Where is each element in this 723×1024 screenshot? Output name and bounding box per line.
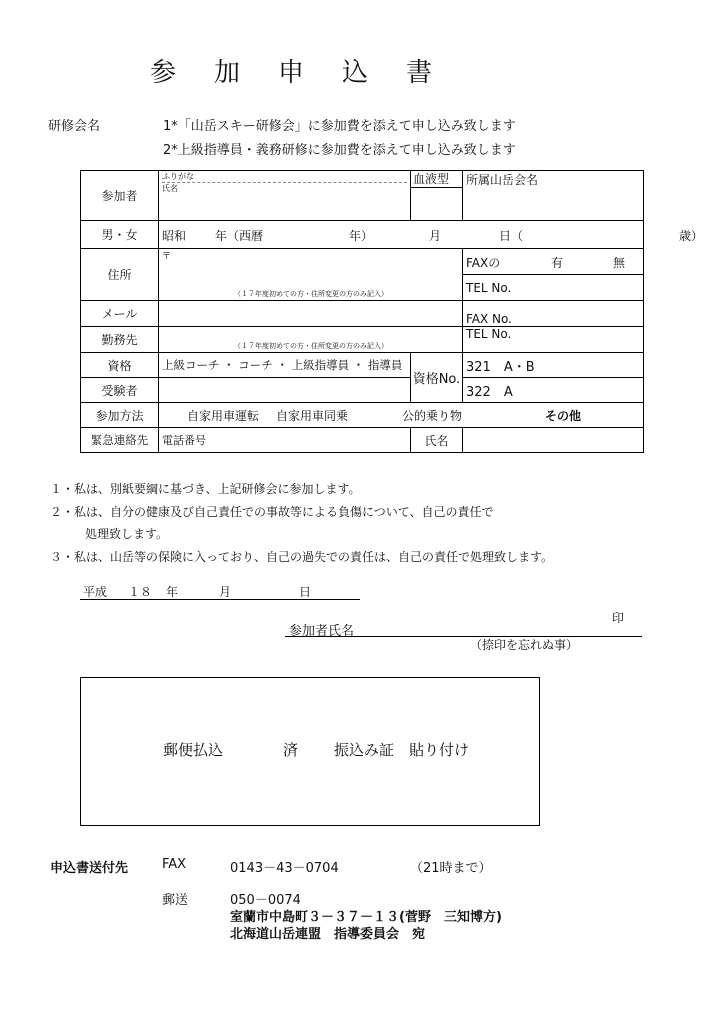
workplace-tel-label: TEL No. bbox=[466, 327, 512, 341]
birth-day-label: 日（ bbox=[499, 229, 524, 243]
name-small-label: 氏名 bbox=[162, 184, 178, 193]
furigana-label: ふりがな bbox=[162, 171, 407, 183]
method-public[interactable]: 公的乗り物 bbox=[402, 409, 463, 423]
birth-field[interactable] bbox=[159, 221, 704, 249]
course-option-2: 2*上級指導員・義務研修に参加費を添えて申し込み致します bbox=[163, 143, 516, 158]
blood-type-field[interactable] bbox=[411, 188, 462, 220]
signature-note: （捺印を忘れぬ事） bbox=[470, 638, 579, 652]
sex-label: 男・女 bbox=[81, 221, 159, 249]
postal-text-1: 郵便払込 bbox=[163, 741, 224, 759]
pledge-1: １・私は、別紙要綱に基づき、上記研修会に参加します。 bbox=[50, 482, 361, 496]
submission-label: 申込書送付先 bbox=[50, 861, 129, 876]
submission-postal-code: 050－0074 bbox=[230, 893, 301, 908]
phone-label: 電話番号 bbox=[162, 434, 206, 447]
club-label: 所属山岳会名 bbox=[466, 173, 539, 187]
emergency-name-field[interactable] bbox=[463, 428, 644, 453]
method-passenger[interactable]: 自家用車同乗 bbox=[276, 409, 349, 423]
workplace-note: （１７年度初めての方・住所変更の方のみ記入） bbox=[234, 342, 388, 350]
examinee-label: 受験者 bbox=[81, 378, 159, 403]
birth-month-label: 月 bbox=[429, 229, 442, 243]
date-year: １８ bbox=[128, 585, 153, 599]
fax-yes[interactable]: 有 bbox=[551, 256, 564, 270]
tel-label: TEL No. bbox=[466, 281, 512, 295]
pledge-2-cont: 処理致します。 bbox=[85, 527, 169, 541]
emergency-name-label: 氏名 bbox=[411, 428, 463, 453]
submission-mail-label: 郵送 bbox=[162, 893, 189, 908]
date-era: 平成 bbox=[83, 585, 108, 599]
postal-text-2: 済 bbox=[283, 741, 299, 759]
workplace-field[interactable] bbox=[159, 327, 463, 353]
date-nen: 年 bbox=[166, 585, 179, 599]
emergency-phone-field[interactable] bbox=[159, 428, 411, 453]
submission-address: 室蘭市中島町３－３７－１３(菅野 三知博方) bbox=[230, 910, 502, 925]
birth-year2-label: 年） bbox=[349, 229, 374, 243]
birth-year-label: 年（西暦 bbox=[215, 229, 264, 243]
fax-availability[interactable] bbox=[463, 249, 643, 275]
date-month: 月 bbox=[219, 585, 232, 599]
email-label: メール bbox=[81, 301, 159, 327]
submission-recipient: 北海道山岳連盟 指導委員会 宛 bbox=[230, 927, 426, 942]
fax-no[interactable]: 無 bbox=[613, 256, 626, 270]
signature-seal: 印 bbox=[612, 611, 625, 625]
tel-field[interactable] bbox=[463, 275, 643, 299]
qualification-label: 資格 bbox=[81, 353, 159, 378]
signature-underline bbox=[285, 636, 642, 637]
submission-fax-label: FAX bbox=[162, 857, 187, 872]
method-self-drive[interactable]: 自家用車運転 bbox=[187, 409, 260, 423]
postal-text-3: 振込み証 貼り付け bbox=[334, 741, 470, 759]
workplace-label: 勤務先 bbox=[81, 327, 159, 353]
address-field[interactable] bbox=[159, 249, 463, 301]
date-underline bbox=[80, 599, 360, 600]
qualification-322[interactable]: 322 A bbox=[463, 378, 644, 403]
emergency-label: 緊急連絡先 bbox=[81, 428, 159, 453]
method-label: 参加方法 bbox=[81, 403, 159, 428]
workplace-tel-field[interactable] bbox=[463, 327, 644, 353]
club-field[interactable] bbox=[463, 171, 644, 221]
method-other[interactable]: その他 bbox=[545, 409, 582, 423]
name-field[interactable] bbox=[159, 171, 411, 221]
qualification-number-label: 資格No. bbox=[411, 353, 463, 403]
blood-type-label: 血液型 bbox=[411, 171, 462, 188]
submission-fax-number: 0143－43－0704 bbox=[230, 861, 339, 876]
method-options[interactable] bbox=[159, 403, 644, 428]
fax-number-field[interactable] bbox=[463, 301, 644, 327]
pledge-2: ２・私は、自分の健康及び自己責任での事故等による負傷について、自己の責任で bbox=[50, 505, 494, 519]
examinee-field[interactable] bbox=[159, 378, 411, 403]
postal-mark: 〒 bbox=[162, 252, 172, 262]
postal-receipt-box[interactable] bbox=[80, 677, 540, 826]
application-form bbox=[80, 170, 704, 453]
address-label: 住所 bbox=[81, 249, 159, 301]
fax-number-label: FAX No. bbox=[466, 312, 512, 326]
date-day: 日 bbox=[299, 585, 312, 599]
course-label: 研修会名 bbox=[48, 119, 101, 134]
qualification-options[interactable]: 上級コーチ ・ コーチ ・ 上級指導員 ・ 指導員 bbox=[159, 353, 411, 378]
birth-showa: 昭和 bbox=[162, 229, 187, 243]
fax-label: FAXの bbox=[466, 256, 501, 270]
participant-label: 参加者 bbox=[81, 171, 159, 221]
birth-age-label: 歳） bbox=[679, 229, 704, 243]
qualification-321[interactable]: 321 A・B bbox=[463, 353, 644, 378]
page-title: 参加申込書 bbox=[150, 58, 471, 88]
email-field[interactable] bbox=[159, 301, 463, 327]
address-note: （１７年度初めての方・住所変更の方のみ記入） bbox=[234, 290, 388, 298]
submission-fax-time: （21時まで） bbox=[410, 861, 492, 876]
course-option-1: 1*「山岳スキー研修会」に参加費を添えて申し込み致します bbox=[163, 119, 516, 134]
signature-label: 参加者氏名 bbox=[289, 624, 355, 639]
pledge-3: ３・私は、山岳等の保険に入っており、自己の過失での責任は、自己の責任で処理致します。 bbox=[50, 550, 554, 564]
